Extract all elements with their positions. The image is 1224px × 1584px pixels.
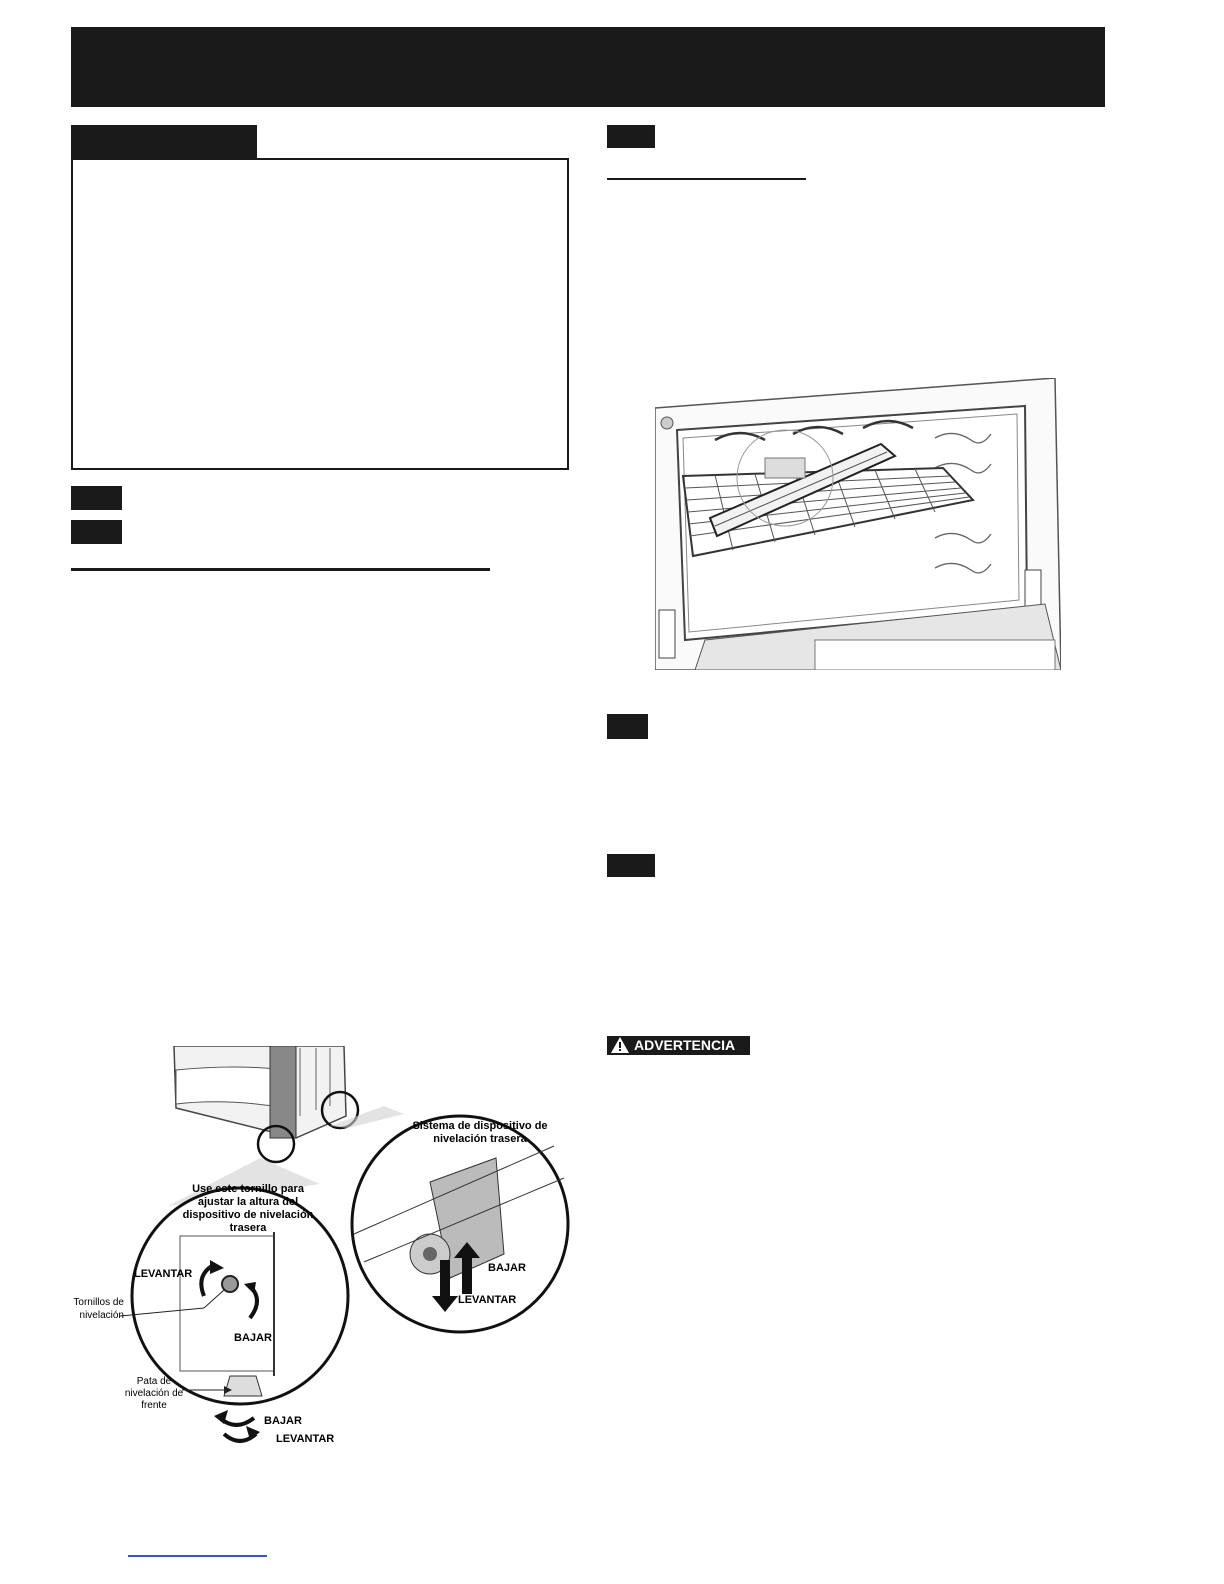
warning-badge	[607, 1036, 750, 1055]
warning-triangle-icon	[611, 1037, 629, 1053]
note-box	[71, 158, 569, 470]
section-tab	[71, 125, 257, 159]
lower-label-3: BAJAR	[488, 1262, 526, 1274]
raise-label-1: LEVANTAR	[134, 1268, 193, 1280]
step-tab-1	[71, 486, 122, 510]
raise-label-3: LEVANTAR	[458, 1294, 517, 1306]
step-tab-3	[607, 125, 655, 148]
leveling-screws-label: Tornillos de nivelación	[73, 1297, 124, 1321]
link-underline[interactable]	[128, 1555, 267, 1557]
step-tab-2	[71, 520, 122, 544]
step-tab-4	[607, 714, 648, 739]
front-leveling-leg-label: Pata de nivelación de frente	[124, 1376, 184, 1411]
step-tab-5	[607, 854, 655, 877]
lower-label-2: BAJAR	[264, 1415, 302, 1427]
raise-label-2: LEVANTAR	[276, 1433, 335, 1445]
section-rule-left	[71, 568, 490, 571]
section-rule-right	[607, 178, 806, 180]
lower-label-1: BAJAR	[234, 1332, 272, 1344]
oven-rack-illustration	[655, 378, 1061, 670]
page-header-bar	[71, 27, 1105, 107]
rear-leveler-system-label: Sistema de dispositivo de nivelación trasera	[412, 1120, 548, 1145]
warning-label: ADVERTENCIA	[634, 1037, 736, 1053]
use-screw-note: Use este tornillo para ajustar la altura del dispositivo de nivelación trasera	[182, 1183, 314, 1234]
